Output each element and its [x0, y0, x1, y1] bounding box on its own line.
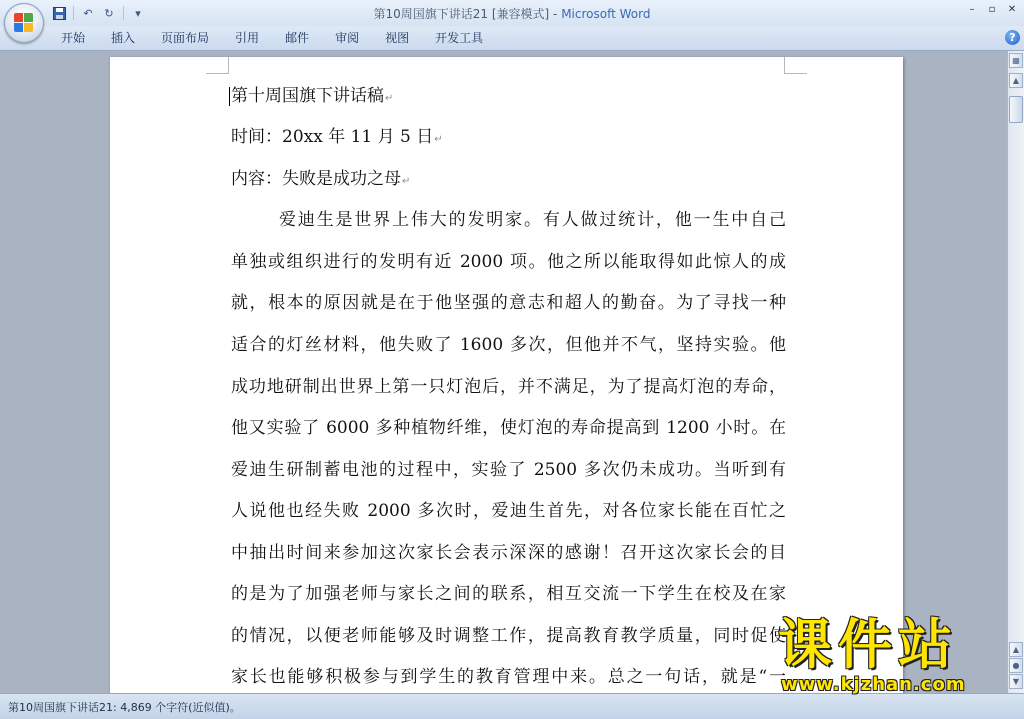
paragraph-mark: ↵ [385, 93, 394, 104]
status-bar [0, 693, 1024, 719]
doc-date-line [231, 125, 443, 149]
tab-review[interactable]: 审阅 [335, 31, 360, 45]
restore-icon[interactable]: ▫ [988, 3, 996, 15]
browse-object-icon[interactable]: ● [1009, 658, 1023, 673]
ribbon-tabs [48, 26, 496, 50]
watermark-url: www.kjzhan.com [781, 674, 966, 695]
doc-date: 时间：20xx 年 11 月 5 日 [231, 127, 434, 147]
window-title [0, 5, 1024, 22]
watermark-title: 课件站 [778, 613, 958, 676]
previous-page-icon[interactable]: ▲ [1009, 642, 1023, 657]
title-bar [0, 0, 1024, 26]
scroll-thumb[interactable] [1009, 96, 1023, 123]
ribbon-tab-bar [0, 26, 1024, 51]
tab-mailings[interactable]: 邮件 [285, 31, 310, 45]
tab-page-layout[interactable]: 页面布局 [161, 31, 210, 45]
office-button[interactable] [4, 3, 44, 43]
document-area[interactable] [0, 51, 1008, 693]
body-line: 成功地研制出世界上第一只灯泡后，并不满足，为了提高灯泡的寿命， [231, 377, 786, 397]
tab-references[interactable]: 引用 [235, 31, 260, 45]
text-cursor [229, 87, 230, 106]
body-line: 的情况，以便老师能够及时调整工作，提高教育教学质量，同时促使 [231, 626, 786, 646]
close-icon[interactable]: ✕ [1007, 3, 1017, 15]
document-page[interactable] [110, 57, 903, 693]
ruler-toggle-icon[interactable]: ▦ [1009, 53, 1023, 68]
body-line: 单独或组织进行的发明有近 2000 项。他之所以能取得如此惊人的成 [231, 252, 786, 272]
body-line: 人说他也经失败 2000 多次时，爱迪生首先，对各位家长能在百忙之 [231, 501, 786, 521]
doc-topic: 内容：失败是成功之母 [231, 169, 401, 189]
doc-title-line [231, 84, 393, 108]
customize-toolbar-icon[interactable]: ▾ [135, 6, 141, 20]
office-logo-icon [14, 13, 34, 33]
tab-developer[interactable]: 开发工具 [435, 31, 484, 45]
margin-mark-left [206, 57, 229, 74]
body-line: 就，根本的原因就是在于他坚强的意志和超人的勤奋。为了寻找一种 [231, 293, 786, 313]
tab-home[interactable]: 开始 [61, 31, 86, 45]
status-word-count[interactable]: 第10周国旗下讲话21: 4,869 个字符(近似值)。 [8, 701, 241, 714]
margin-mark-right [784, 57, 807, 74]
body-line: 家长也能够积极参与到学生的教育管理中来。总之一句话，就是“一 [231, 667, 786, 687]
paragraph-mark: ↵ [402, 176, 411, 187]
paragraph-mark: ↵ [434, 134, 443, 145]
undo-icon[interactable]: ↶ [83, 6, 93, 20]
body-line: 爱迪生是世界上伟大的发明家。有人做过统计，他一生中自己 [279, 210, 786, 230]
vertical-scrollbar[interactable] [1007, 51, 1024, 693]
watermark-logo [778, 613, 1008, 695]
body-line: 的是为了加强老师与家长之间的联系，相互交流一下学生在校及在家 [231, 584, 786, 604]
tab-insert[interactable]: 插入 [111, 31, 136, 45]
doc-title: 第十周国旗下讲话稿 [231, 86, 384, 106]
scroll-up-icon[interactable]: ▲ [1009, 73, 1023, 88]
window-title-app: Microsoft Word [561, 7, 651, 21]
minimize-icon[interactable]: – [969, 3, 975, 15]
help-icon[interactable]: ? [1005, 30, 1020, 45]
body-line: 适合的灯丝材料，他失败了 1600 多次，但他并不气，坚持实验。他 [231, 335, 786, 355]
redo-icon[interactable]: ↻ [104, 6, 114, 20]
window-controls [964, 2, 1020, 16]
body-line: 爱迪生研制蓄电池的过程中，实验了 2500 多次仍未成功。当听到有 [231, 460, 786, 480]
body-line: 中抽出时间来参加这次家长会表示深深的感谢！召开这次家长会的目 [231, 543, 786, 563]
doc-topic-line [231, 167, 410, 191]
next-page-icon[interactable]: ▼ [1009, 674, 1023, 689]
window-title-document: 第10周国旗下讲话21 [兼容模式] - [373, 7, 562, 21]
tab-view[interactable]: 视图 [385, 31, 410, 45]
body-line: 他又实验了 6000 多种植物纤维，使灯泡的寿命提高到 1200 小时。在 [231, 418, 786, 438]
